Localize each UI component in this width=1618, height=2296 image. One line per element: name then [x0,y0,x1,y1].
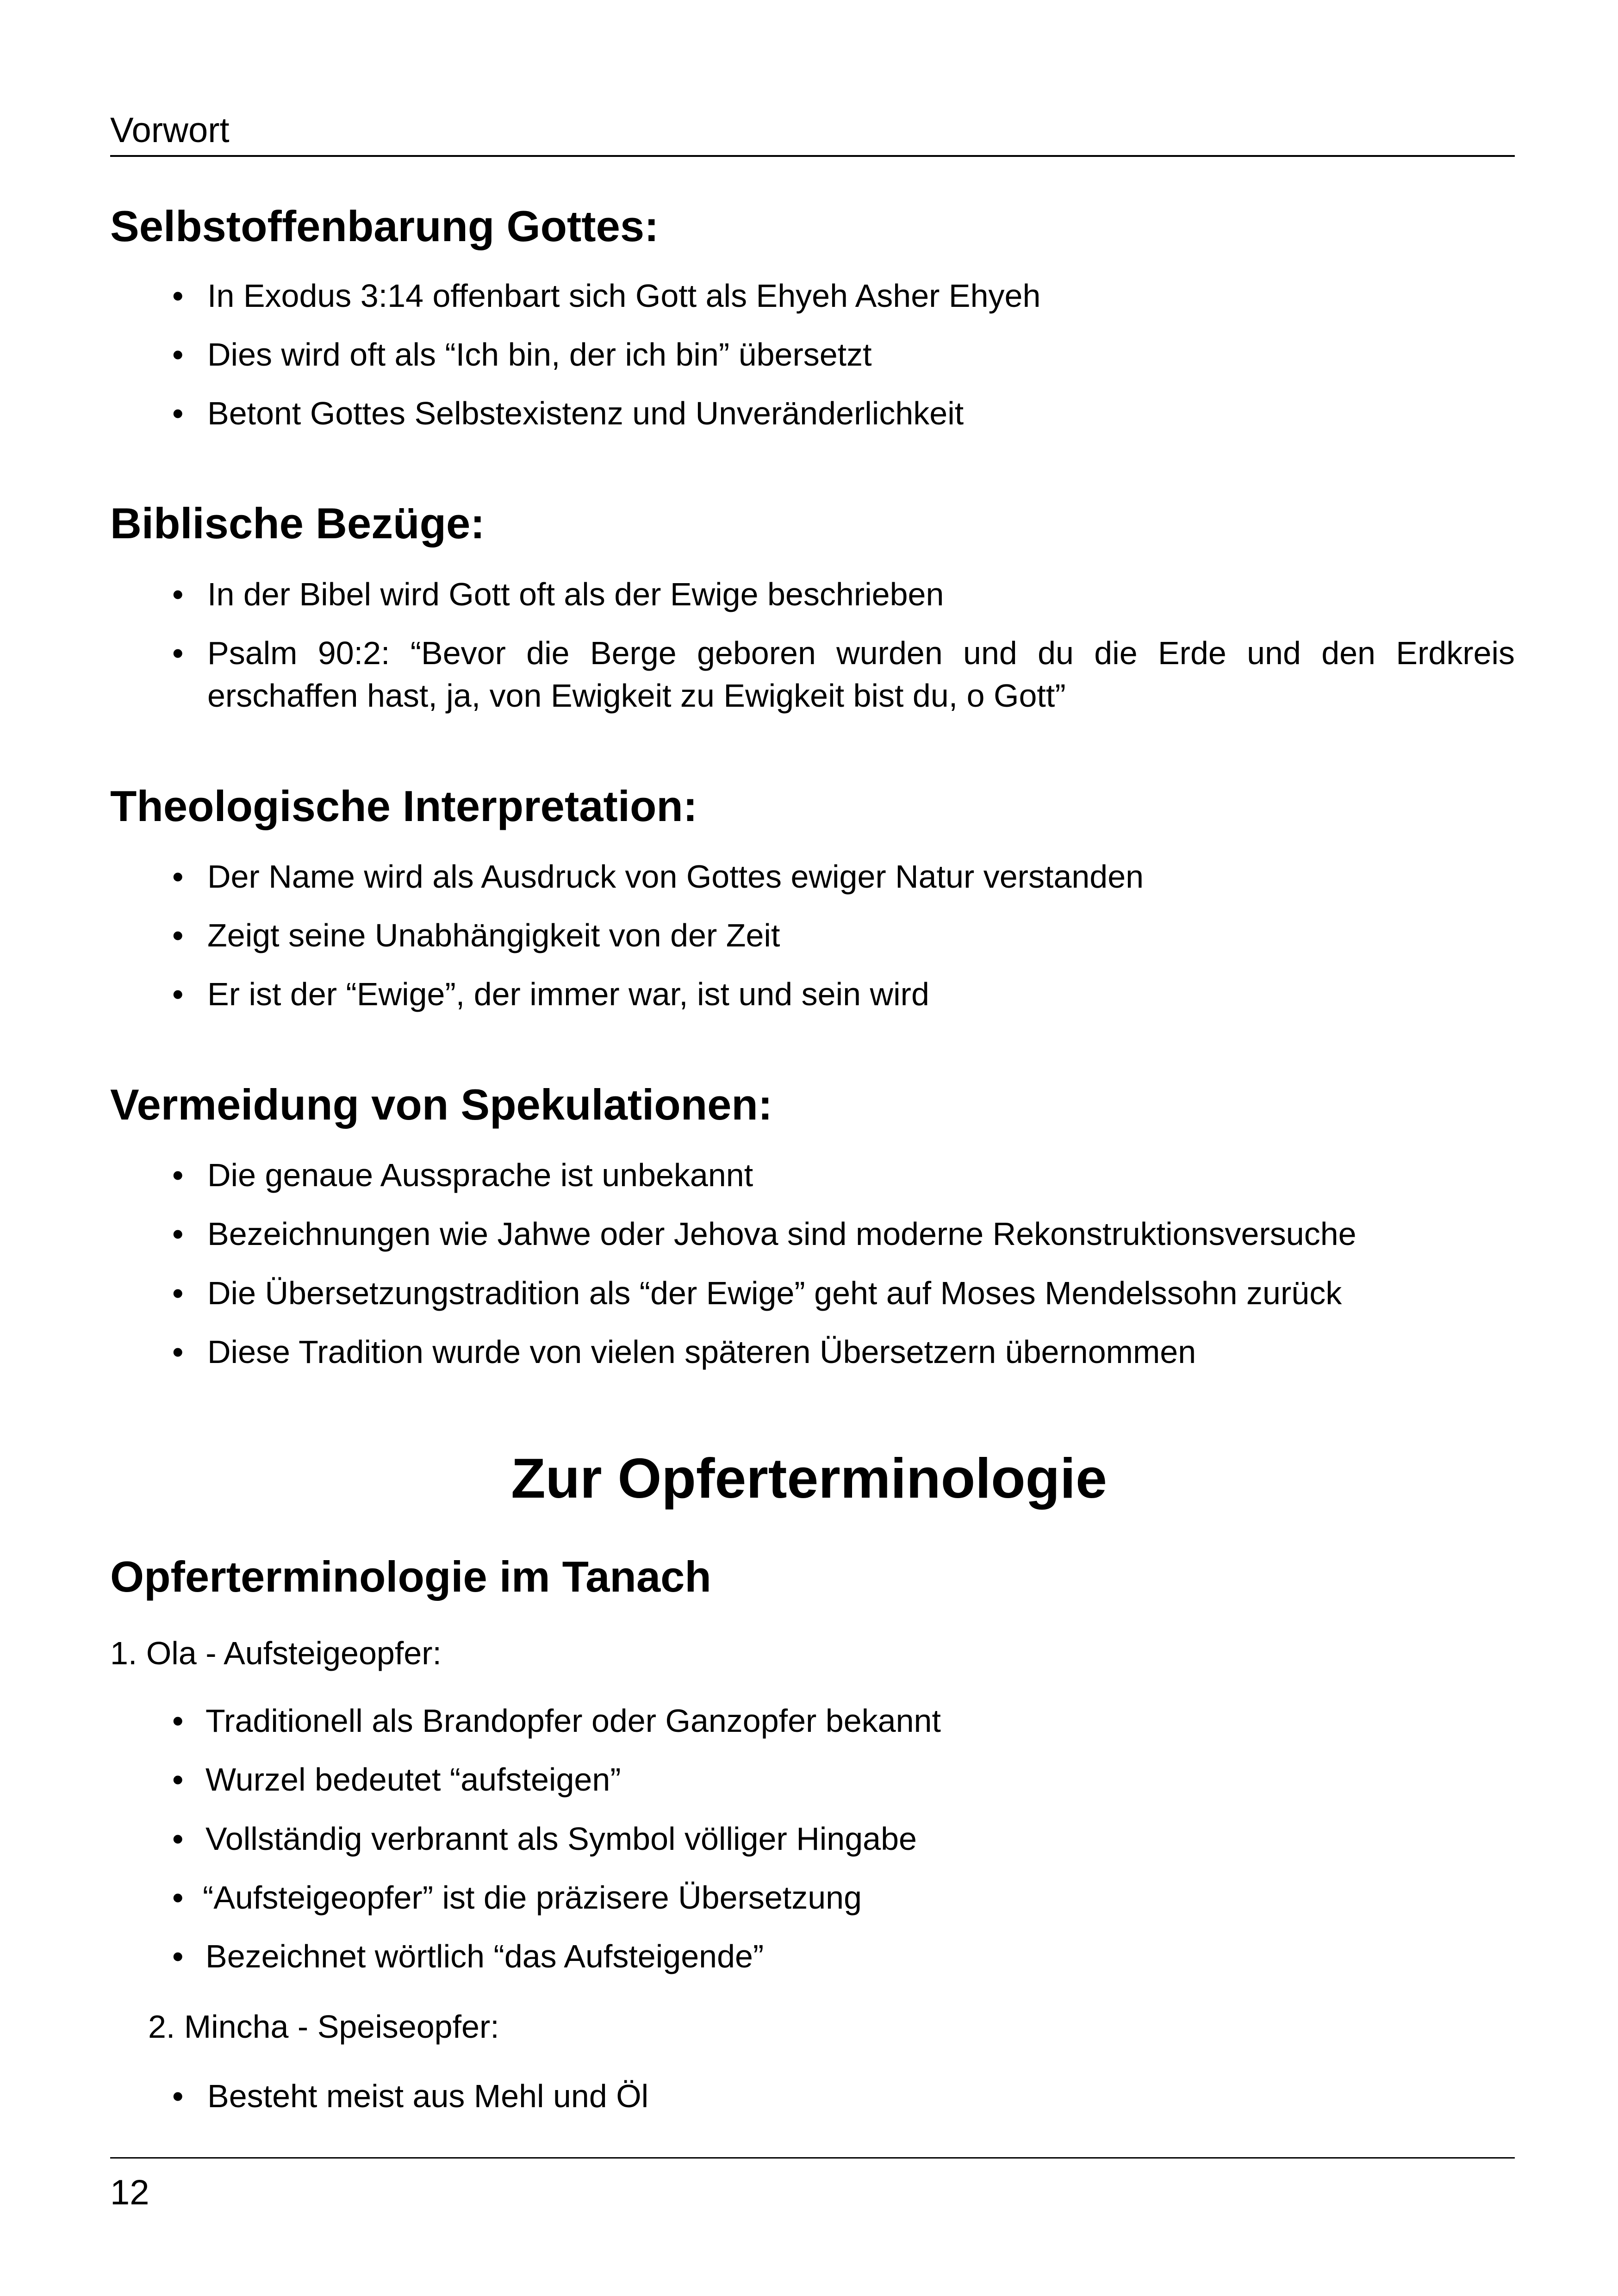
bullet-icon: • [172,1879,184,1916]
section-heading: Selbstoffenbarung Gottes: [110,202,659,250]
bullet-icon: • [172,395,184,431]
bullet-icon: • [172,336,184,373]
bullet-icon: • [172,1275,184,1311]
section-heading: Theologische Interpretation: [110,782,698,830]
numbered-item: 1. Ola - Aufsteigeopfer: [110,1635,442,1671]
bullet-icon: • [172,1938,184,1974]
list-item: Der Name wird als Ausdruck von Gottes ewiger Natur verstanden [207,859,1144,895]
section-heading: Vermeidung von Spekulationen: [110,1080,773,1129]
bullet-icon: • [172,917,184,953]
list-item: Die Übersetzungstradition als “der Ewige” geht auf Moses Mendelssohn zurück [207,1275,1342,1311]
section-heading: Biblische Bezüge: [110,499,485,548]
list-item: Dies wird oft als “Ich bin, der ich bin” übersetzt [207,336,872,373]
bullet-icon: • [172,1157,184,1193]
list-item: In der Bibel wird Gott oft als der Ewige beschrieben [207,576,944,612]
list-item: Psalm 90:2: “Bevor die Berge geboren wurden und du die Erde und den Erdkreis [207,635,1515,671]
bullet-icon: • [172,1703,184,1739]
bullet-icon: • [172,1761,184,1798]
bullet-icon: • [172,1334,184,1370]
list-item: Diese Tradition wurde von vielen späteren Übersetzern übernommen [207,1334,1196,1370]
list-item: Besteht meist aus Mehl und Öl [207,2078,649,2114]
footer-rule [110,2157,1515,2159]
list-item-continuation: erschaffen hast, ja, von Ewigkeit zu Ewigkeit bist du, o Gott” [207,678,1066,714]
list-item: In Exodus 3:14 offenbart sich Gott als Ehyeh Asher Ehyeh [207,278,1041,314]
list-item: Betont Gottes Selbstexistenz und Unveränderlichkeit [207,395,964,431]
list-item: Zeigt seine Unabhängigkeit von der Zeit [207,917,780,953]
page-number: 12 [110,2173,149,2212]
running-header: Vorwort [110,111,230,150]
chapter-subheading: Opferterminologie im Tanach [110,1552,711,1601]
bullet-icon: • [172,1821,184,1857]
list-item: “Aufsteigeopfer” ist die präzisere Übersetzung [203,1879,862,1916]
numbered-item: 2. Mincha - Speiseopfer: [148,2009,499,2045]
bullet-icon: • [172,976,184,1012]
bullet-icon: • [172,1216,184,1252]
list-item: Die genaue Aussprache ist unbekannt [207,1157,753,1193]
bullet-icon: • [172,278,184,314]
bullet-icon: • [172,2078,184,2114]
list-item: Bezeichnungen wie Jahwe oder Jehova sind moderne Rekonstruktionsversuche [207,1216,1357,1252]
list-item: Traditionell als Brandopfer oder Ganzopfer bekannt [205,1703,941,1739]
list-item: Er ist der “Ewige”, der immer war, ist und sein wird [207,976,929,1012]
chapter-title: Zur Opferterminologie [511,1447,1107,1510]
bullet-icon: • [172,635,184,671]
list-item: Wurzel bedeutet “aufsteigen” [205,1761,621,1798]
bullet-icon: • [172,859,184,895]
list-item: Vollständig verbrannt als Symbol völliger Hingabe [205,1821,917,1857]
header-rule [110,155,1515,157]
bullet-icon: • [172,576,184,612]
list-item: Bezeichnet wörtlich “das Aufsteigende” [205,1938,764,1974]
